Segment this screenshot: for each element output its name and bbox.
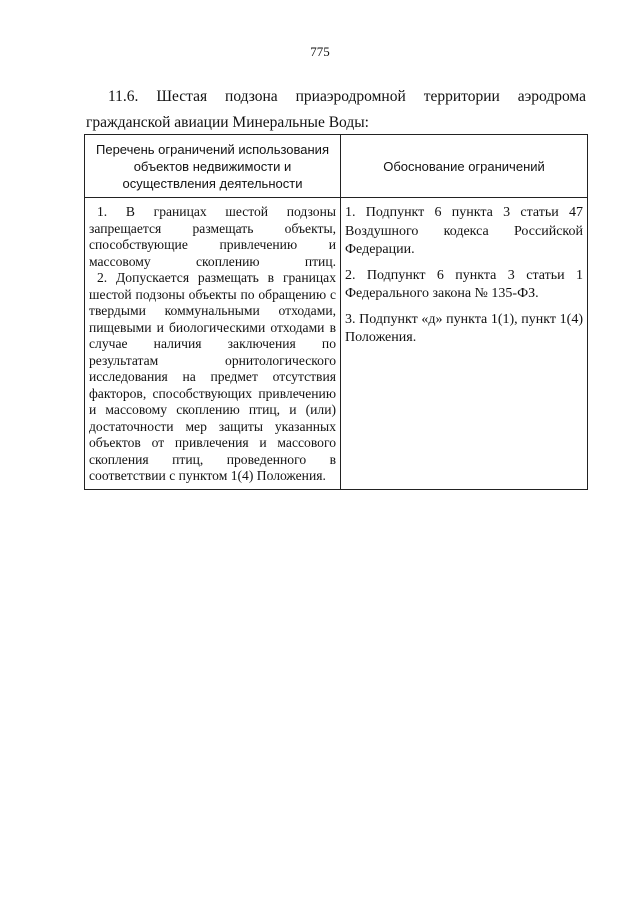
table-header-row bbox=[85, 135, 588, 198]
justification-item: 3. Подпункт «д» пункта 1(1), пункт 1(4) Положения. bbox=[345, 311, 583, 345]
restrictions-table bbox=[84, 134, 588, 490]
restrictions-cell bbox=[85, 198, 341, 490]
header-restrictions-list: Перечень ограничений использования объектов недвижимости и осуществления деятельности bbox=[85, 135, 341, 198]
section-heading: 11.6. Шестая подзона приаэродромной территории аэродрома гражданской авиации Минеральные Воды: bbox=[86, 88, 586, 131]
table-row bbox=[85, 198, 588, 490]
page-number: 775 bbox=[310, 44, 330, 59]
restriction-item: 2. Допускается размещать в границах шестой подзоны объекты по обращению с твердыми коммунальными отходами, пищевыми и биологическими отходами в случае наличия заключения по результатам орнитологического исследования на предмет отсутствия факторов, способствующих привлечению и массовому скоплению птиц, и (или) достаточности мер защиты указанных объектов от привлечения и массового скопления птиц, проведенного в соответствии с пунктом 1(4) Положения. bbox=[89, 270, 336, 483]
justification-item: 2. Подпункт 6 пункта 3 статьи 1 Федерального закона № 135-ФЗ. bbox=[345, 267, 583, 301]
header-justification: Обоснование ограничений bbox=[341, 135, 588, 198]
justifications-cell bbox=[341, 198, 588, 490]
restriction-item: 1. В границах шестой подзоны запрещается размещать объекты, способствующие привлечению и массовому скоплению птиц. bbox=[89, 204, 336, 269]
justification-item: 1. Подпункт 6 пункта 3 статьи 47 Воздушного кодекса Российской Федерации. bbox=[345, 205, 583, 257]
